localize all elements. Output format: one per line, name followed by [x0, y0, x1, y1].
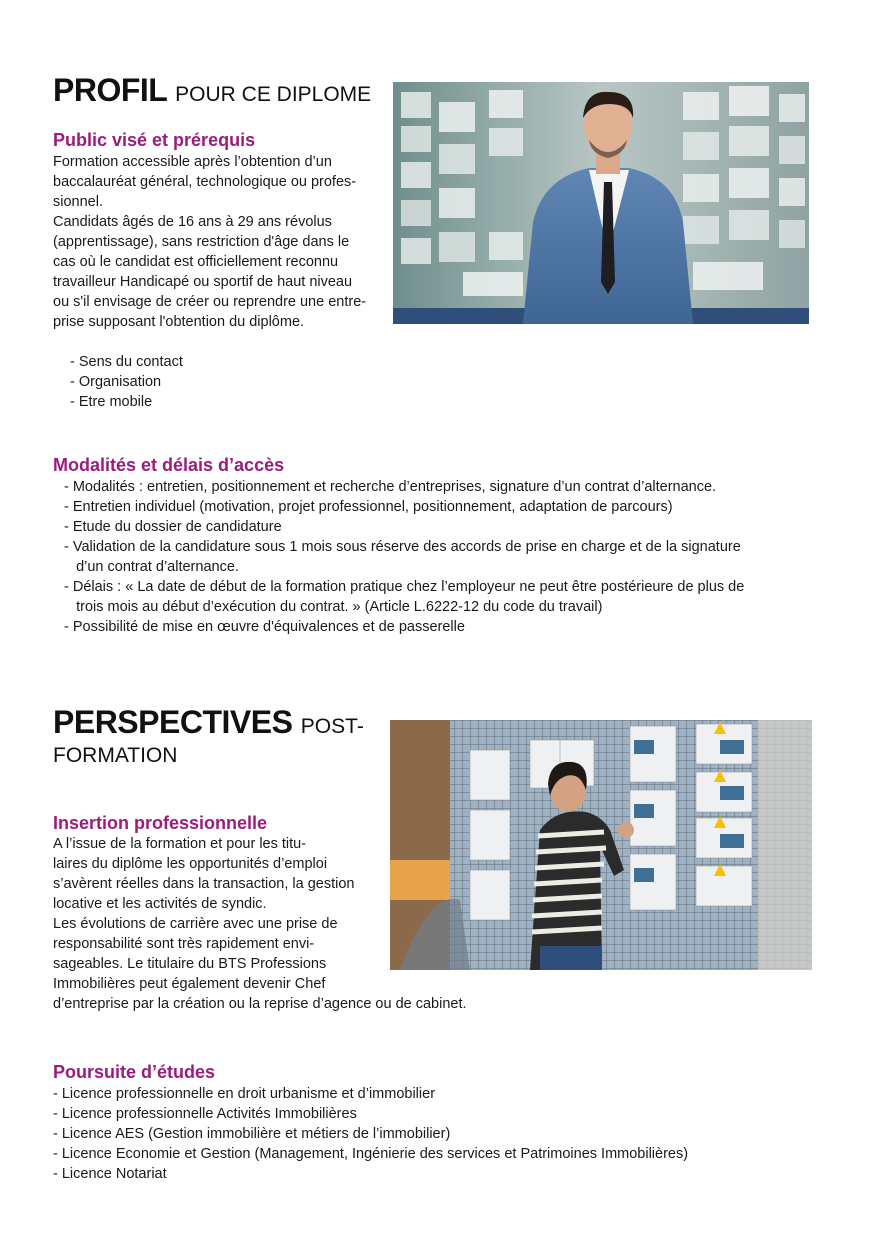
- insertion-line: d’entreprise par la création ou la reprise d’agence ou de cabinet.: [53, 996, 467, 1012]
- public-line: travailleur Handicapé ou sportif de haut niveau: [53, 274, 353, 290]
- poursuite-list: [53, 1084, 813, 1184]
- insertion-heading: Insertion professionnelle: [53, 813, 268, 833]
- insertion-line: Immobilières peut également devenir Chef: [53, 976, 326, 992]
- list-item: - Organisation: [70, 374, 162, 390]
- list-item: - Licence Notariat: [53, 1166, 167, 1182]
- insertion-line: Les évolutions de carrière avec une prise de: [53, 916, 338, 932]
- list-item: - Licence professionnelle en droit urbanisme et d’immobilier: [53, 1086, 436, 1102]
- list-item: - Modalités : entretien, positionnement et recherche d’entreprises, signature d’un contrat d’alternance.: [64, 479, 717, 495]
- insertion-text: [53, 834, 513, 1014]
- public-line: baccalauréat général, technologique ou profes-: [53, 174, 357, 190]
- perspectives-title: [53, 704, 364, 741]
- list-item: - Etre mobile: [70, 394, 153, 410]
- profil-title-sub: POUR CE DIPLOME: [175, 83, 372, 106]
- list-item: - Entretien individuel (motivation, projet professionnel, positionnement, adaptation de parcours): [64, 499, 673, 515]
- public-heading: Public visé et prérequis: [53, 130, 256, 150]
- insertion-line: responsabilité sont très rapidement envi-: [53, 936, 315, 952]
- public-line: Candidats âgés de 16 ans à 29 ans révolus: [53, 214, 332, 230]
- list-item: trois mois au début d’exécution du contrat. » (Article L.6222-12 du code du travail): [64, 599, 603, 615]
- list-item: - Licence AES (Gestion immobilière et métiers de l’immobilier): [53, 1126, 451, 1142]
- list-item: - Licence Economie et Gestion (Management, Ingénierie des services et Patrimoines Immobilières): [53, 1146, 689, 1162]
- public-line: ou s'il envisage de créer ou reprendre une entre-: [53, 294, 367, 310]
- insertion-line: A l’issue de la formation et pour les titu-: [53, 836, 307, 852]
- list-item: - Possibilité de mise en œuvre d'équivalences et de passerelle: [64, 619, 465, 635]
- list-item: - Licence professionnelle Activités Immobilières: [53, 1106, 357, 1122]
- profil-title: [53, 72, 371, 109]
- man-in-blue-suit-photo: [393, 82, 809, 324]
- public-line: (apprentissage), sans restriction d'âge dans le: [53, 234, 350, 250]
- list-item: - Etude du dossier de candidature: [64, 519, 282, 535]
- insertion-line: laires du diplôme les opportunités d’emploi: [53, 856, 328, 872]
- poursuite-heading: Poursuite d’études: [53, 1062, 216, 1082]
- public-line: sionnel.: [53, 194, 103, 210]
- perspectives-title-sub: POST-: [300, 715, 364, 738]
- list-item: - Validation de la candidature sous 1 mois sous réserve des accords de prise en charge et de la signature: [64, 539, 741, 555]
- public-line: cas où le candidat est officiellement reconnu: [53, 254, 339, 270]
- profil-title-main: PROFIL: [53, 72, 167, 108]
- qualities-list: [70, 352, 183, 412]
- perspectives-title-sub-2: FORMATION: [53, 744, 178, 767]
- insertion-line: s’avèrent réelles dans la transaction, la gestion: [53, 876, 355, 892]
- list-item: - Sens du contact: [70, 354, 183, 370]
- modalites-list: [64, 477, 834, 637]
- public-line: prise supposant l'obtention du diplôme.: [53, 314, 305, 330]
- perspectives-title-main: PERSPECTIVES: [53, 704, 293, 740]
- list-item: d’un contrat d’alternance.: [64, 559, 239, 575]
- modalites-heading: Modalités et délais d’accès: [53, 455, 285, 475]
- insertion-line: locative et les activités de syndic.: [53, 896, 267, 912]
- insertion-line: sageables. Le titulaire du BTS Professions: [53, 956, 327, 972]
- public-text: [53, 152, 393, 332]
- list-item: - Délais : « La date de début de la formation pratique chez l’employeur ne peut être postérieure de plus de: [64, 579, 745, 595]
- public-line: Formation accessible après l’obtention d’un: [53, 154, 332, 170]
